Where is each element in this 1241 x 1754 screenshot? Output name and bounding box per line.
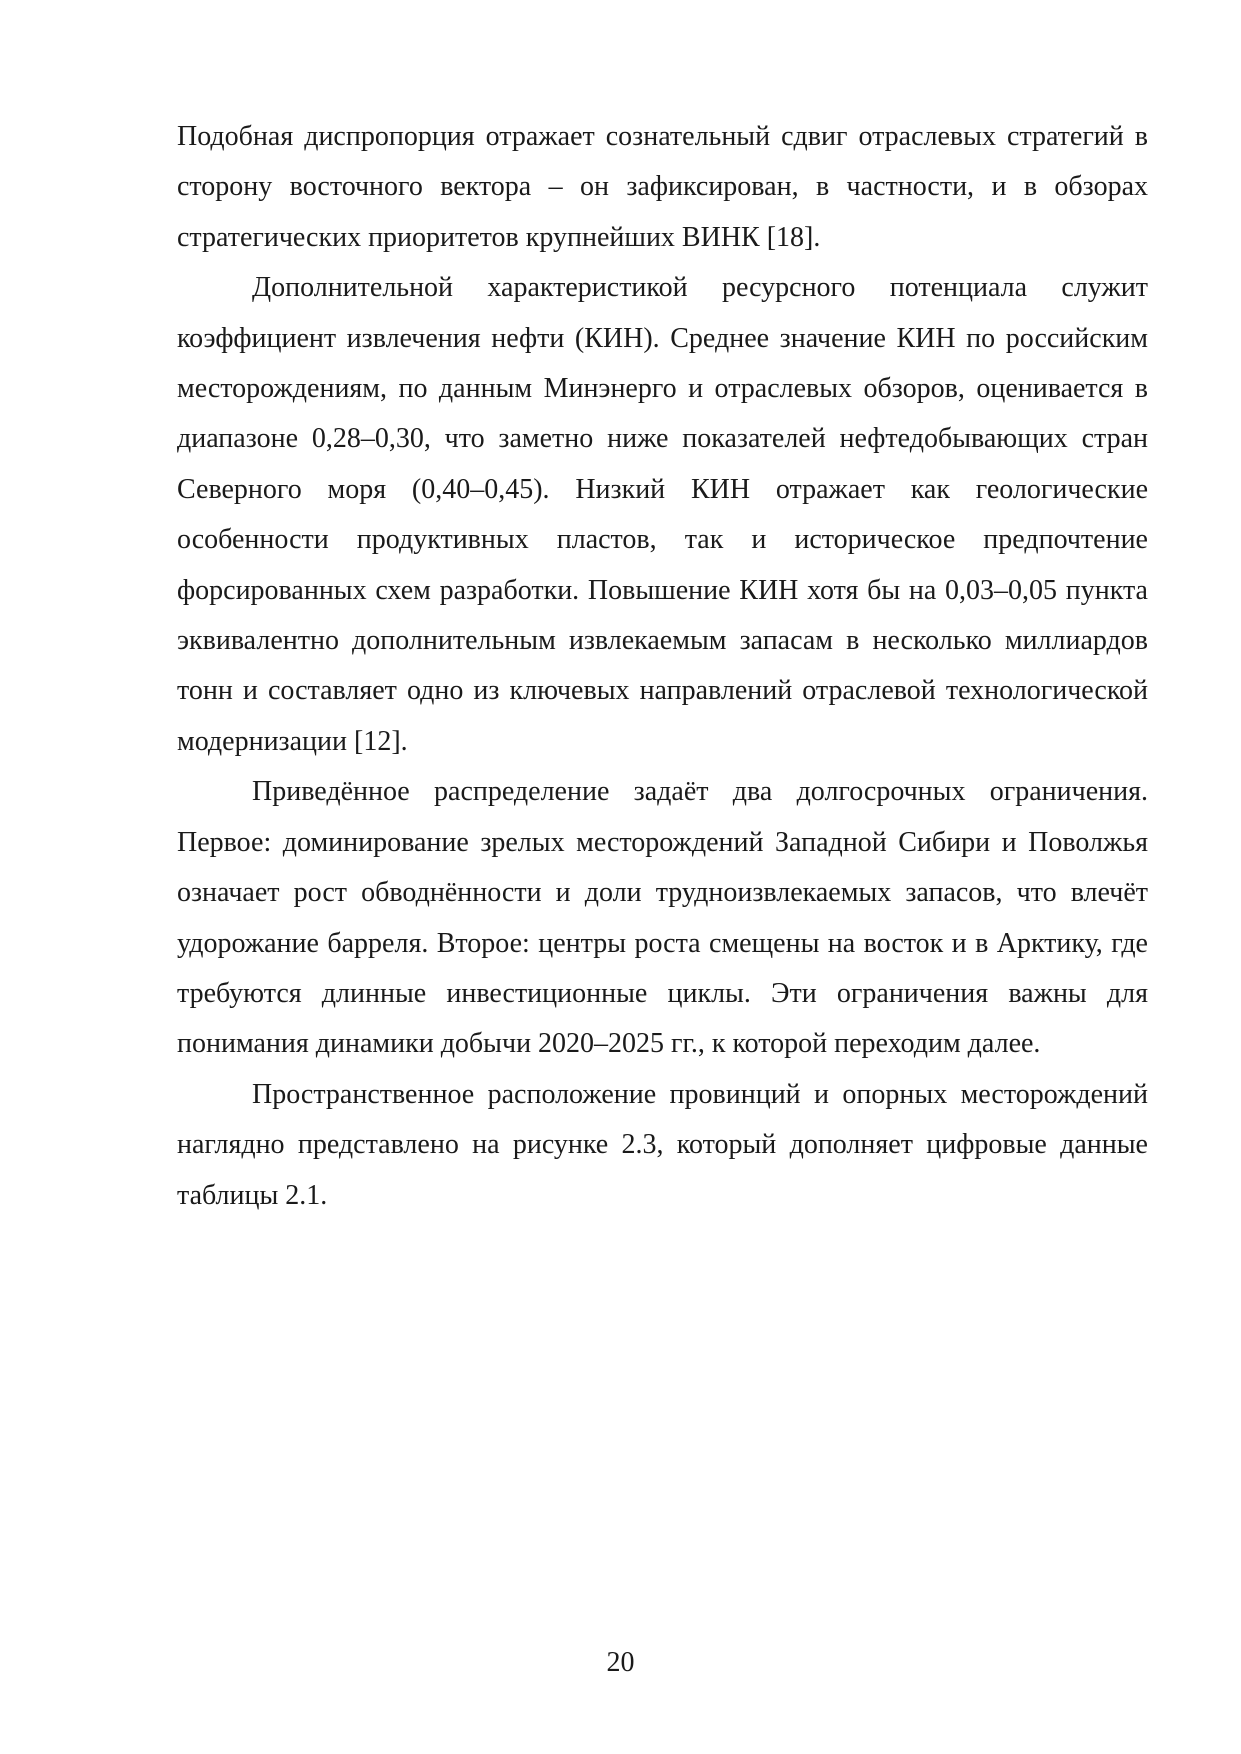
body-text <box>177 112 1148 1221</box>
paragraph-long-term-constraints: Приведённое распределение задаёт два долгосрочных ограничения. Первое: доминирование зрелых месторождений Западной Сибири и Поволжья означает рост обводнённости и доли трудноизвлекаемых запасов, что влечёт удорожание барреля. Второе: центры роста смещены на восток и в Арктику, где требуются длинные инвестиционные циклы. Эти ограничения важны для понимания динамики добычи 2020–2025 гг., к которой переходим далее. <box>177 776 1148 1060</box>
paragraph-oil-recovery-factor: Дополнительной характеристикой ресурсного потенциала служит коэффициент извлечения нефти (КИН). Среднее значение КИН по российским месторождениям, по данным Минэнерго и отраслевых обзоров, оценивается в диапазоне 0,28–0,30, что заметно ниже показателей нефтедобывающих стран Северного моря (0,40–0,45). Низкий КИН отражает как геологические особенности продуктивных пластов, так и историческое предпочтение форсированных схем разработки. Повышение КИН хотя бы на 0,03–0,05 пункта эквивалентно дополнительным извлекаемым запасам в несколько миллиардов тонн и составляет одно из ключевых направлений отраслевой технологической модернизации [12]. <box>177 272 1148 757</box>
paragraph-figure-reference: Пространственное расположение провинций и опорных месторождений наглядно представлено на рисунке 2.3, который дополняет цифровые данные таблицы 2.1. <box>177 1078 1148 1211</box>
paragraph-continuation: Подобная диспропорция отражает сознательный сдвиг отраслевых стратегий в сторону восточного вектора – он зафиксирован, в частности, и в обзорах стратегических приоритетов крупнейших ВИНК [18]. <box>177 121 1148 253</box>
page-number: 20 <box>606 1647 635 1678</box>
